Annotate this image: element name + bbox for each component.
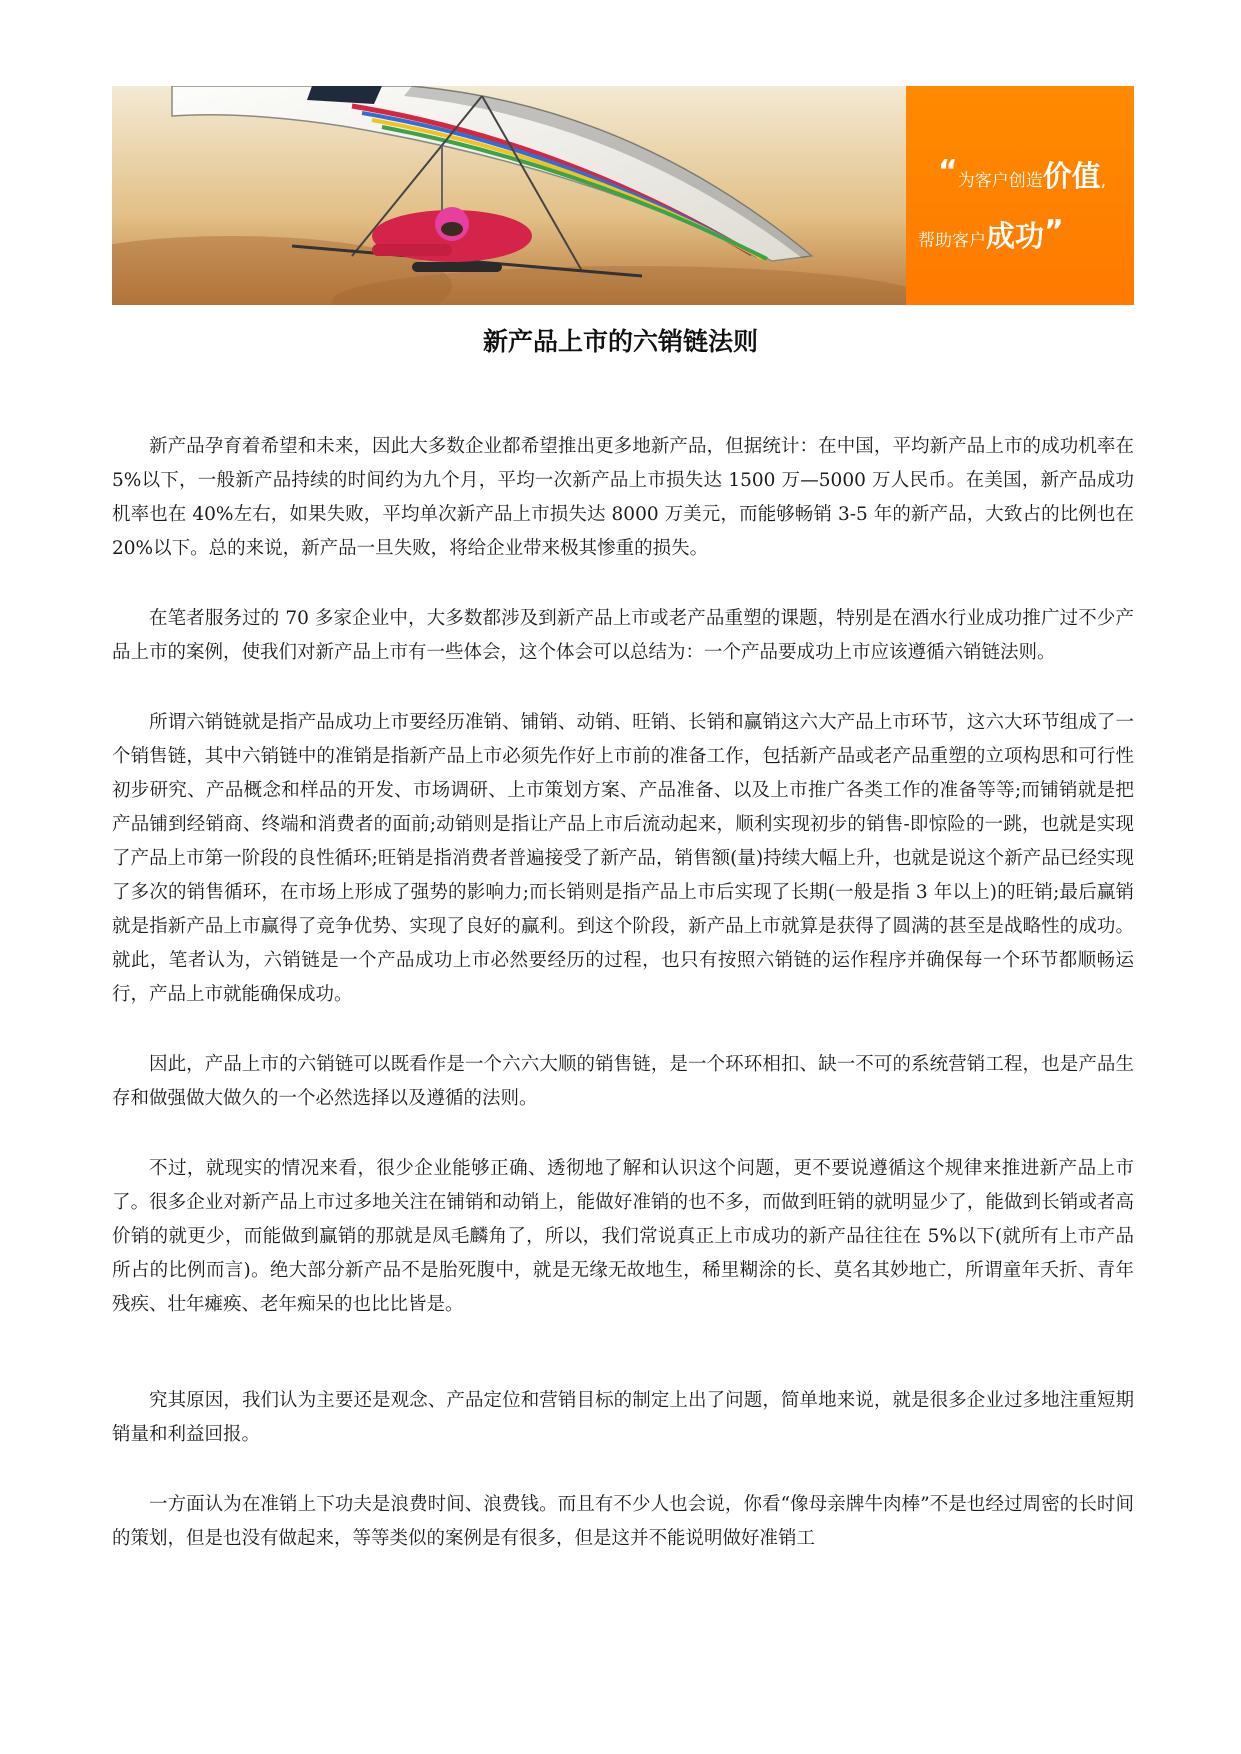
paragraph: 究其原因，我们认为主要还是观念、产品定位和营销目标的制定上出了问题，简单地来说，就是很多企业过多地注重短期销量和利益回报。 — [112, 1390, 1134, 1445]
slogan-emphasis: 价值 — [1042, 159, 1101, 193]
slogan-comma: , — [1100, 171, 1107, 191]
quote-open: “ — [938, 154, 958, 189]
slogan-text: 帮助客户 — [918, 231, 986, 251]
paragraph: 在笔者服务过的 70 多家企业中，大多数都涉及到新产品上市或老产品重塑的课题，特别是在酒水行业成功推广过不少产品上市的案例，使我们对新产品上市有一些体会，这个体会可以总结为：一个产品要成功上市应该遵循六销链法则。 — [112, 608, 1134, 663]
article-title: 新产品上市的六销链法则 — [482, 327, 758, 356]
paragraph: 一方面认为在准销上下功夫是浪费时间、浪费钱。而且有不少人也会说，你看“像母亲牌牛肉棒”不是也经过周密的长时间的策划，但是也没有做起来，等等类似的案例是有很多，但是这并不能说明做好准销工 — [112, 1494, 1134, 1549]
hang-glider-illustration — [112, 86, 906, 305]
slogan-emphasis: 成功 — [986, 219, 1045, 253]
slogan-text: 为客户创造 — [957, 171, 1043, 191]
slogan-line-value — [938, 154, 1106, 195]
paragraph: 不过，就现实的情况来看，很少企业能够正确、透彻地了解和认识这个问题，更不要说遵循这个规律来推进新产品上市了。很多企业对新产品上市过多地关注在铺销和动销上，能做好准销的也不多，而做到旺销的就明显少了，能做到长销或者高价销的就更少，而能做到赢销的那就是凤毛麟角了，所以，我们常说真正上市成功的新产品往往在 5%以下(就所有上市产品所占的比例而言)。绝大部分新产品不是胎死腹中，就是无缘无故地生，稀里糊涂的长、莫名其妙地亡，所谓童年夭折、青年残疾、壮年瘫痪、老年痴呆的也比比皆是。 — [112, 1158, 1134, 1315]
paragraph: 因此，产品上市的六销链可以既看作是一个六六大顺的销售链，是一个环环相扣、缺一不可的系统营销工程，也是产品生存和做强做大做久的一个必然选择以及遵循的法则。 — [112, 1054, 1134, 1109]
hang-glider-photo — [112, 86, 906, 305]
paragraph: 所谓六销链就是指产品成功上市要经历准销、铺销、动销、旺销、长销和赢销这六大产品上市环节，这六大环节组成了一个销售链，其中六销链中的准销是指新产品上市必须先作好上市前的准备工作，包括新产品或老产品重塑的立项构思和可行性初步研究、产品概念和样品的开发、市场调研、上市策划方案、产品准备、以及上市推广各类工作的准备等等;而铺销就是把产品铺到经销商、终端和消费者的面前;动销则是指让产品上市后流动起来，顺利实现初步的销售-即惊险的一跳，也就是实现了产品上市第一阶段的良性循环;旺销是指消费者普遍接受了新产品，销售额(量)持续大幅上升，也就是说这个新产品已经实现了多次的销售循环，在市场上形成了强势的影响力;而长销则是指产品上市后实现了长期(一般是指 3 年以上)的旺销;最后赢销就是指新产品上市赢得了竞争优势、实现了良好的赢利。到这个阶段，新产品上市就算是获得了圆满的甚至是战略性的成功。就此，笔者认为，六销链是一个产品成功上市必然要经历的过程，也只有按照六销链的运作程序并确保每一个环节都顺畅运行，产品上市就能确保成功。 — [112, 712, 1134, 1005]
quote-close: ” — [1044, 214, 1064, 249]
paragraph: 新产品孕育着希望和未来，因此大多数企业都希望推出更多地新产品，但据统计：在中国，平均新产品上市的成功机率在 5%以下，一般新产品持续的时间约为九个月，平均一次新产品上市损失达 1500 万—5000 万人民币。在美国，新产品成功机率也在 40%左右，如果失败，平均单次新产品上市损失达 8000 万美元，而能够畅销 3-5 年的新产品，大致占的比例也在 20%以下。总的来说，新产品一旦失败，将给企业带来极其惨重的损失。 — [112, 436, 1134, 559]
article-body — [112, 430, 1134, 1592]
slogan-panel — [906, 86, 1134, 305]
header-banner — [112, 86, 1134, 305]
slogan-line-success — [918, 214, 1064, 255]
